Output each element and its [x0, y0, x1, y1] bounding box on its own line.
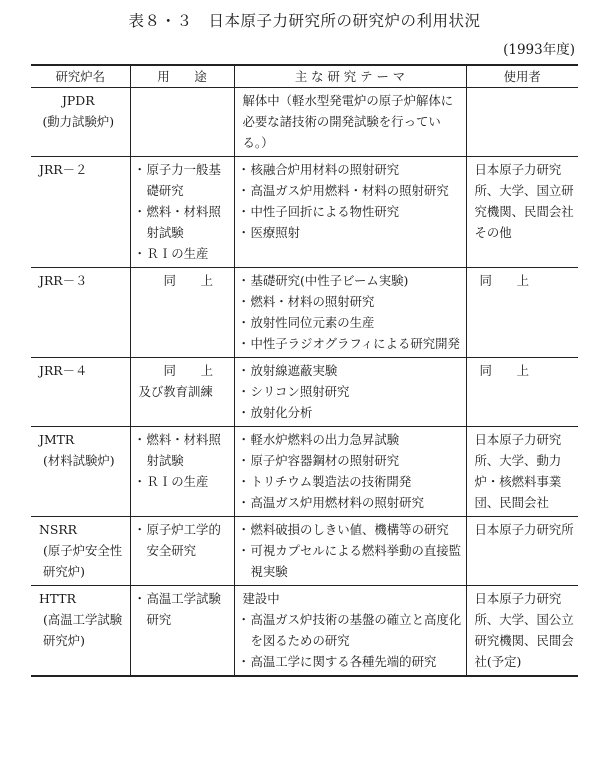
header-users: 使用者	[466, 65, 578, 88]
reactor-name: JPDR	[61, 93, 95, 108]
header-reactor-name: 研究炉名	[31, 65, 130, 88]
users-cell	[466, 157, 578, 268]
reactor-subname: (高温工学試験研究炉)	[43, 612, 123, 648]
reactor-name-cell	[31, 358, 130, 427]
themes-cell	[234, 427, 466, 517]
reactor-name-cell	[31, 427, 130, 517]
themes-intro: 解体中（軽水型発電炉の原子炉解体に必要な諸技術の開発試験を行っている。）	[242, 93, 454, 150]
theme-item: ・ 高温ガス炉用燃材料の照射研究	[240, 492, 462, 513]
uses-cell	[130, 88, 234, 157]
table-row	[31, 427, 578, 517]
reactor-name-cell	[31, 517, 130, 586]
themes-cell	[234, 268, 466, 358]
theme-item: ・ 医療照射	[240, 222, 462, 243]
reactor-name-cell	[31, 268, 130, 358]
theme-item: ・ 燃料・材料の照射研究	[240, 291, 462, 312]
table-row	[31, 157, 578, 268]
users-text: 日本原子力研究所、大学、国立研究機関、民間会社その他	[474, 162, 574, 240]
themes-cell	[234, 358, 466, 427]
header-themes: 主 な 研 究 テ ー マ	[234, 65, 466, 88]
use-item: ・ 原子炉工学的安全研究	[136, 519, 230, 561]
themes-intro: 建設中	[242, 591, 280, 606]
reactor-name: JRR－２	[39, 162, 88, 177]
header-row	[31, 65, 578, 88]
reactor-name-cell	[31, 157, 130, 268]
themes-cell	[234, 517, 466, 586]
table-row	[31, 268, 578, 358]
same-as-above: 同 上	[479, 273, 530, 288]
use-item: ・ ＲＩの生産	[136, 471, 230, 492]
uses-cell	[130, 358, 234, 427]
users-text: 日本原子力研究所、大学、国公立研究機関、民間会社(予定)	[474, 591, 574, 669]
same-as-above: 同 上	[479, 363, 530, 378]
reactor-subname: (材料試験炉)	[43, 453, 115, 468]
theme-item: ・ 高温ガス炉技術の基盤の確立と高度化を図るための研究	[240, 609, 462, 651]
theme-item: ・ 中性子ラジオグラフィによる研究開発	[240, 333, 462, 354]
uses-cell	[130, 268, 234, 358]
uses-cell	[130, 586, 234, 677]
users-cell	[466, 517, 578, 586]
reactor-name-cell	[31, 586, 130, 677]
uses-cell	[130, 427, 234, 517]
reactor-name-cell	[31, 88, 130, 157]
theme-item: ・ 軽水炉燃料の出力急昇試験	[240, 429, 462, 450]
theme-item: ・ 高温ガス炉用燃料・材料の照射研究	[240, 180, 462, 201]
theme-item: ・ 中性子回折による物性研究	[240, 201, 462, 222]
themes-cell	[234, 586, 466, 677]
table-row	[31, 586, 578, 677]
table-title: 表８・３ 日本原子力研究所の研究炉の利用状況	[128, 12, 481, 30]
users-cell	[466, 358, 578, 427]
themes-cell	[234, 88, 466, 157]
reactor-name: JMTR	[39, 432, 75, 447]
header-uses: 用 途	[130, 65, 234, 88]
theme-item: ・ 放射性同位元素の生産	[240, 312, 462, 333]
use-item: ・ ＲＩの生産	[136, 243, 230, 264]
use-item: ・ 燃料・材料照射試験	[136, 429, 230, 471]
same-as-above: 同 上	[163, 363, 214, 378]
users-text: 日本原子力研究所、大学、動力炉・核燃料事業団、民間会社	[474, 432, 562, 510]
theme-item: ・ 放射線遮蔽実験	[240, 360, 462, 381]
users-text: 日本原子力研究所	[474, 522, 574, 537]
theme-item: ・ 核融合炉用材料の照射研究	[240, 159, 462, 180]
users-cell	[466, 427, 578, 517]
users-cell	[466, 88, 578, 157]
reactor-subname: (動力試験炉)	[42, 114, 115, 129]
use-item: ・ 高温工学試験研究	[136, 588, 230, 630]
table-row	[31, 517, 578, 586]
theme-item: ・ 原子炉容器鋼材の照射研究	[240, 450, 462, 471]
theme-item: ・ 高温工学に関する各種先端的研究	[240, 651, 462, 672]
use-item: ・ 原子力一般基礎研究	[136, 159, 230, 201]
use-extra: 及び教育訓練	[138, 384, 213, 399]
reactor-name: JRR－３	[39, 273, 88, 288]
uses-cell	[130, 157, 234, 268]
reactor-subname: (原子炉安全性研究炉)	[43, 543, 123, 579]
reactor-usage-table	[31, 64, 578, 677]
reactor-name: NSRR	[39, 522, 77, 537]
reactor-name: HTTR	[39, 591, 76, 606]
themes-cell	[234, 157, 466, 268]
theme-item: ・ 可視カプセルによる燃料挙動の直接監視実験	[240, 540, 462, 582]
theme-item: ・ 基礎研究(中性子ビーム実験)	[240, 270, 462, 291]
theme-item: ・ 放射化分析	[240, 402, 462, 423]
users-cell	[466, 268, 578, 358]
uses-cell	[130, 517, 234, 586]
theme-item: ・ シリコン照射研究	[240, 381, 462, 402]
same-as-above: 同 上	[163, 273, 214, 288]
use-item: ・ 燃料・材料照射試験	[136, 201, 230, 243]
reactor-name: JRR－４	[39, 363, 88, 378]
table-row	[31, 88, 578, 157]
fiscal-year: (1993年度)	[503, 42, 575, 58]
theme-item: ・ 燃料破損のしきい値、機構等の研究	[240, 519, 462, 540]
users-cell	[466, 586, 578, 677]
theme-item: ・ トリチウム製造法の技術開発	[240, 471, 462, 492]
table-row	[31, 358, 578, 427]
